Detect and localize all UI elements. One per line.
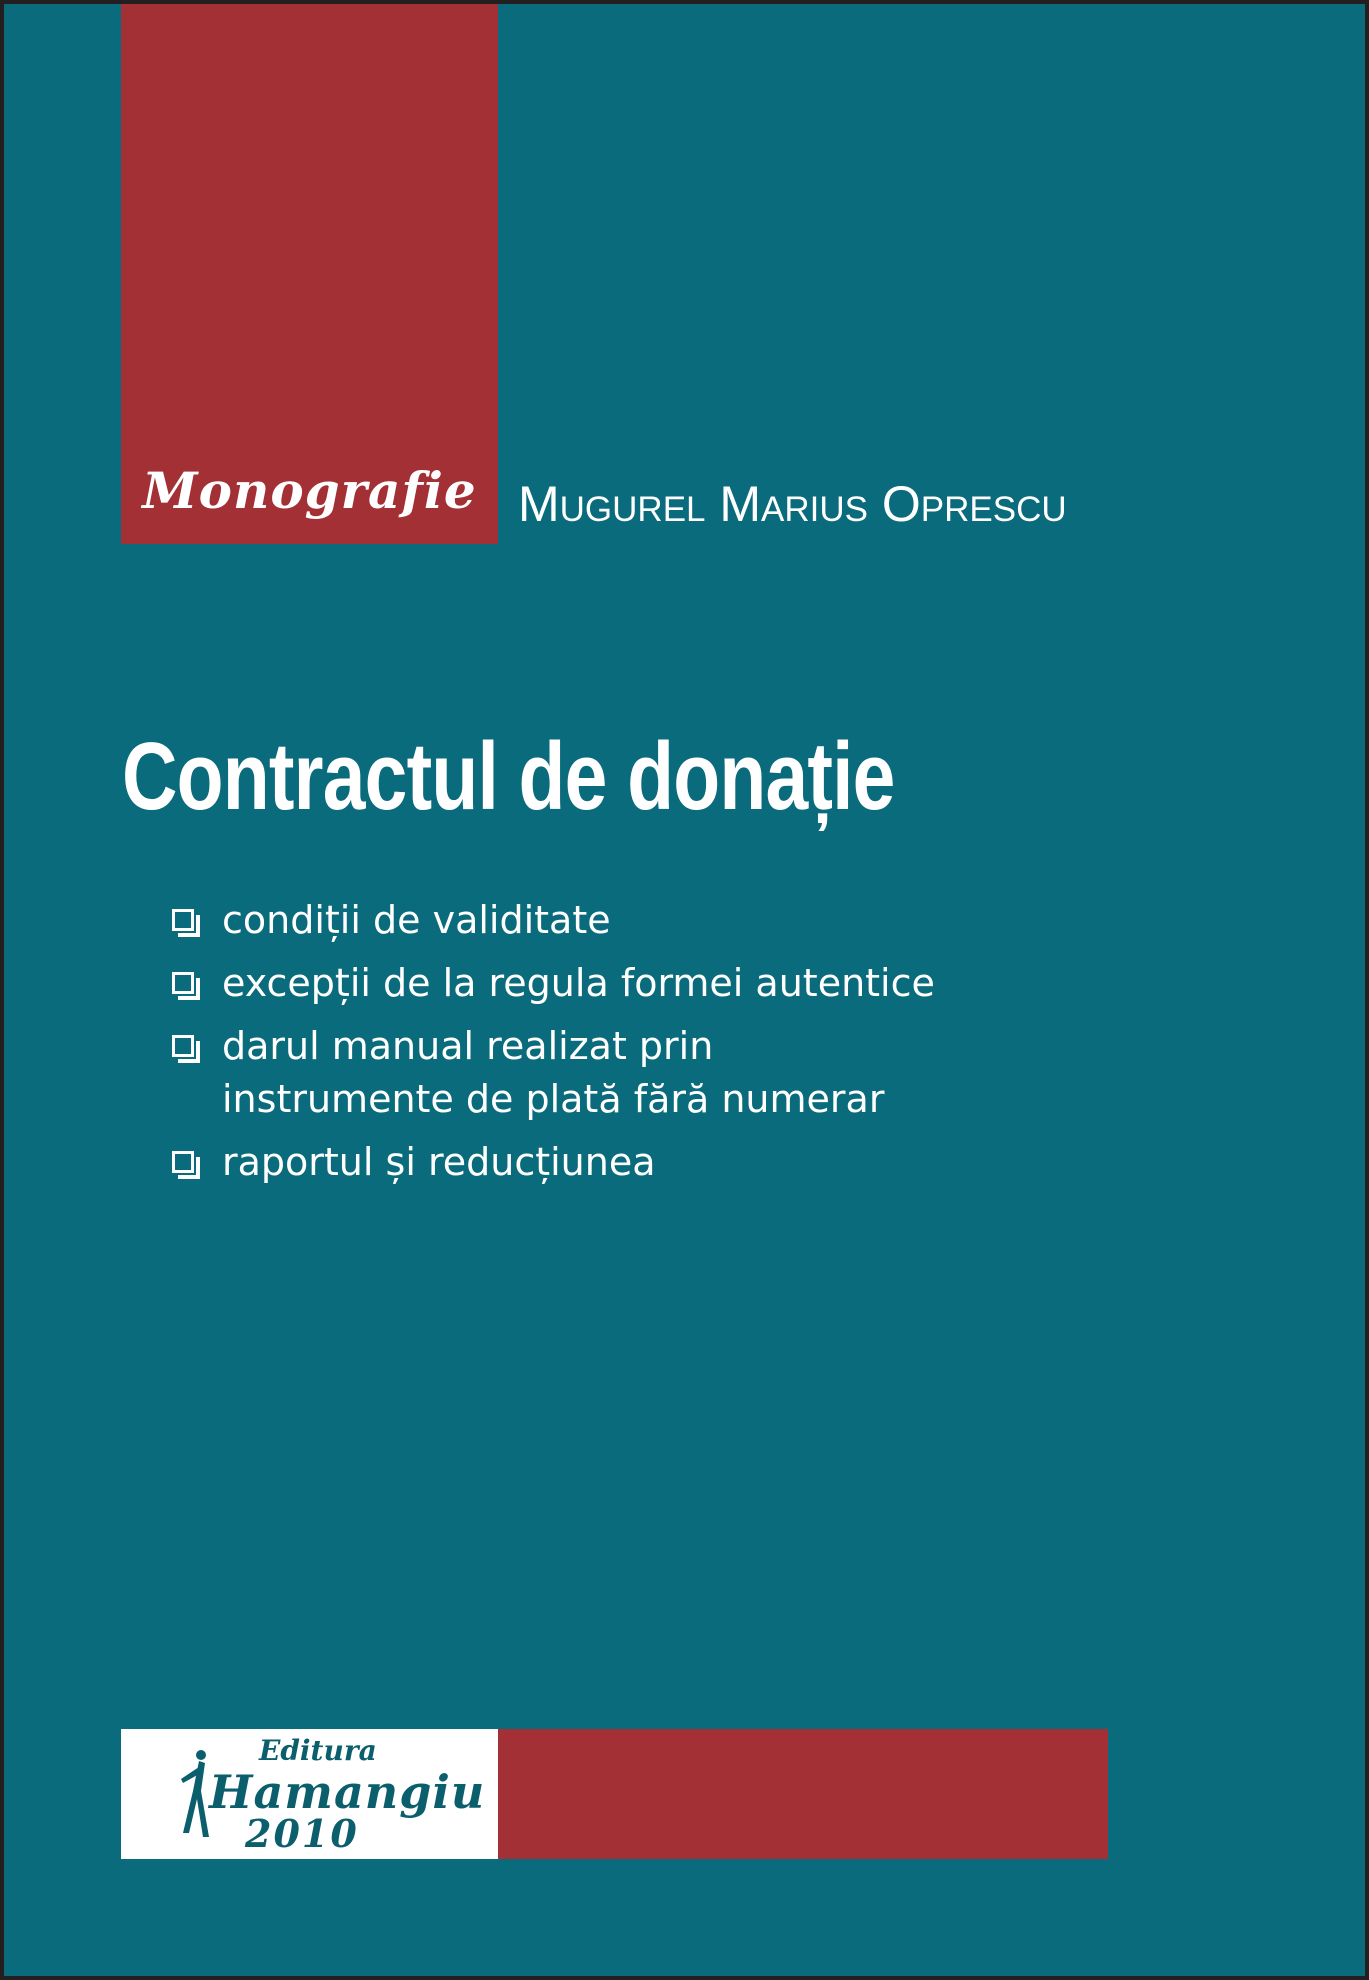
- checkbox-icon: [172, 909, 194, 931]
- feature-text-continued: instrumente de plată fără numerar: [222, 1077, 885, 1121]
- series-label: Monografie: [142, 461, 477, 520]
- feature-list: [172, 894, 935, 1199]
- checkbox-icon: [172, 1151, 194, 1173]
- feature-text: raportul și reducțiunea: [222, 1140, 656, 1184]
- feature-text: darul manual realizat prin: [222, 1024, 714, 1068]
- feature-item: [172, 894, 935, 947]
- checkbox-icon: [172, 1035, 194, 1057]
- publisher-label: Editura: [259, 1734, 377, 1767]
- feature-item: [172, 1136, 935, 1189]
- publisher-name: Hamangiu: [209, 1765, 486, 1819]
- author-name: Mugurel Marius Oprescu: [518, 476, 1067, 532]
- publisher-logo: [121, 1729, 498, 1859]
- feature-text: condiții de validitate: [222, 898, 611, 942]
- feature-text: excepții de la regula formei autentice: [222, 961, 935, 1005]
- book-title: Contractul de donație: [122, 723, 895, 830]
- feature-item: [172, 1020, 935, 1126]
- checkbox-icon: [172, 972, 194, 994]
- publication-year: 2010: [245, 1811, 359, 1856]
- feature-item: [172, 957, 935, 1010]
- red-accent-block-bottom: [498, 1729, 1108, 1859]
- dancer-figure-icon: [179, 1747, 213, 1839]
